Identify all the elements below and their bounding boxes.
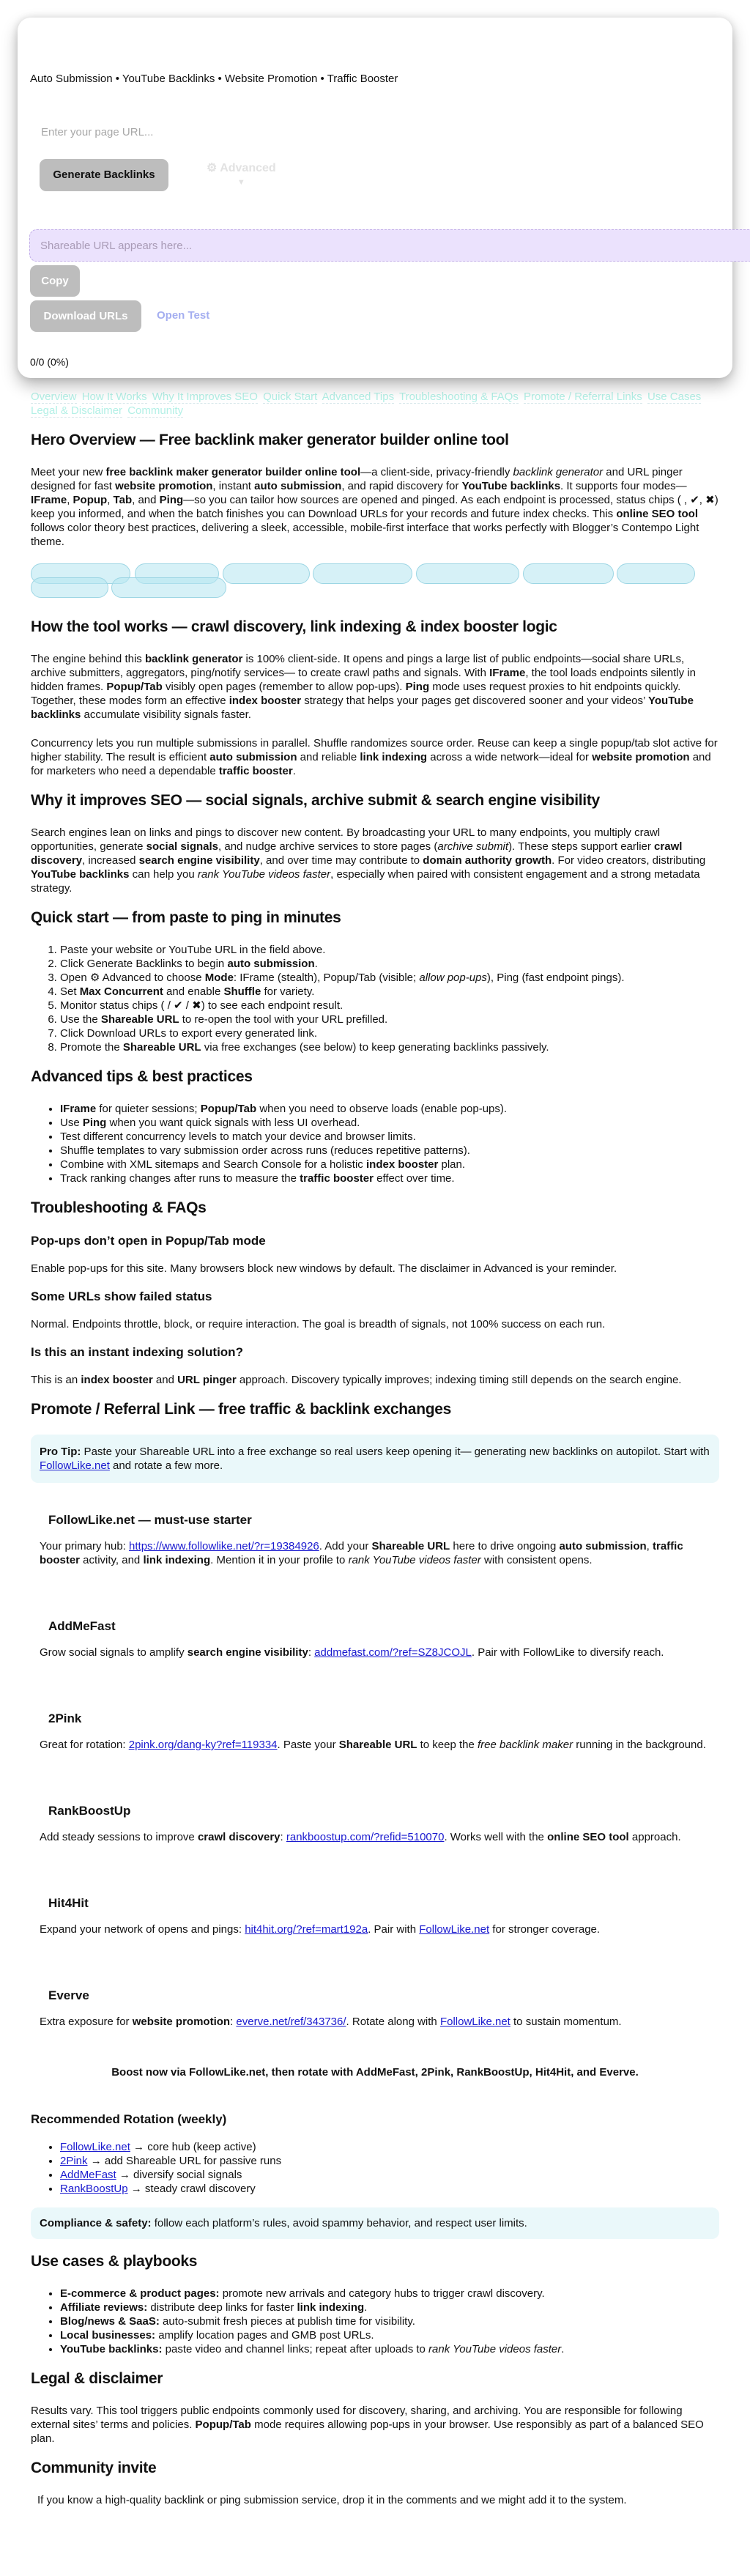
feature-pill <box>111 577 226 598</box>
tips-list <box>31 1102 719 1185</box>
backlink-tool-card <box>18 18 732 378</box>
step-item: 4. Set Max Concurrent and enable Shuffle for variety. <box>60 985 719 999</box>
advanced-toggle[interactable]: ⚙ Advanced <box>207 162 276 174</box>
tool-tagline: Auto Submission • YouTube Backlinks • Website Promotion • Traffic Booster <box>30 73 398 85</box>
legal-paragraph: Results vary. This tool triggers public endpoints commonly used for discovery, sharing, and archiving. You are responsible for following external sites’ terms and policies. Popup/Tab mode requires allowing pop-ups in your browser. Use responsibly as part of a balanced SEO plan. <box>31 2405 704 2445</box>
faq-question: Is this an instant indexing solution? <box>31 1345 243 1359</box>
why-title: Why it improves SEO — social signals, archive submit & search engine visibility <box>31 792 600 809</box>
tip-item: • Shuffle templates to vary submission order across runs (reduces repetitive patterns). <box>60 1144 719 1158</box>
shareable-url-field[interactable] <box>29 229 750 262</box>
exchange-title: 2Pink <box>48 1711 82 1725</box>
chevron-down-icon[interactable]: ▼ <box>237 178 245 187</box>
article-content <box>0 390 750 2576</box>
exchange-title: RankBoostUp <box>48 1804 131 1818</box>
feature-pill <box>31 577 108 598</box>
exchange-title: Everve <box>48 1988 89 2002</box>
referral-link[interactable]: hit4hit.org/?ref=mart192a <box>245 1923 368 1936</box>
rotation-item: • FollowLike.net → core hub (keep active) <box>60 2140 719 2154</box>
exchange-description: Add steady sessions to improve crawl discovery: rankboostup.com/?refid=510070. Works well with the online SEO tool approach. <box>40 1831 681 1843</box>
exchange-description: Your primary hub: https://www.followlike.net/?r=19384926. Add your Shareable URL here to drive ongoing auto submission, traffic booster activity, and link indexing. Mention it in your profile to rank YouTube videos faster with consistent opens. <box>40 1540 683 1566</box>
followlike-link[interactable]: FollowLike.net <box>439 2016 510 2028</box>
step-item: 3. Open ⚙ Advanced to choose Mode: IFrame (stealth), Popup/Tab (visible; allow pop-ups), Ping (fast endpoint pings). <box>60 971 719 985</box>
community-title: Community invite <box>31 2460 157 2476</box>
feature-pills <box>31 563 719 604</box>
step-item: 5. Monitor status chips ( / ✔ / ✖) to see each endpoint result. <box>60 999 719 1013</box>
use-cases-list <box>31 2287 719 2356</box>
how-title: How the tool works — crawl discovery, link indexing & index booster logic <box>31 618 557 635</box>
how-paragraph-1: The engine behind this backlink generator is 100% client-side. It opens and pings a large list of public endpoints—social share URLs, archive submitters, aggregators, ping/notify services— to create crawl paths and signals. With IFrame, the tool loads endpoints silently in hidden frames. Popup/Tab visibly open pages (remember to allow pop-ups). Ping mode uses request proxies to hit endpoints quickly. Together, these modes form an effective index booster strategy that helps your pages get discovered sooner and your videos’ YouTube backlinks accumulate visibility signals faster. <box>31 653 696 721</box>
feature-pill <box>617 563 695 584</box>
nav-promote[interactable]: Promote / Referral Links <box>524 391 642 403</box>
exchange-title: Hit4Hit <box>48 1896 89 1910</box>
faq-answer: Normal. Endpoints throttle, block, or require interaction. The goal is breadth of signals, not 100% success on each run. <box>31 1318 606 1330</box>
why-paragraph: Search engines lean on links and pings to discover new content. By broadcasting your URL to many endpoints, you multiply crawl opportunities, generate social signals, and nudge archive services to store pages (archive submit). These steps support earlier crawl discovery, increased search engine visibility, and over time may contribute to domain authority growth. For video creators, distributing YouTube backlinks can help you rank YouTube videos faster, especially when paired with consistent engagement and a strong metadata strategy. <box>31 826 706 895</box>
quick-start-steps <box>31 943 719 1054</box>
rotation-list <box>31 2140 719 2196</box>
feature-pill <box>523 563 614 584</box>
referral-link[interactable]: 2pink.org/dang-ky?ref=119334 <box>128 1739 278 1751</box>
exchange-card-everve <box>31 1988 719 2029</box>
followlike-link[interactable]: FollowLike.net <box>40 1459 110 1472</box>
faq-answer: This is an index booster and URL pinger approach. Discovery typically improves; indexing timing still depends on the search engine. <box>31 1374 682 1386</box>
nav-quick-start[interactable]: Quick Start <box>263 391 318 403</box>
rotation-link[interactable]: FollowLike.net <box>60 2141 130 2153</box>
use-case-item: • YouTube backlinks: paste video and channel links; repeat after uploads to rank YouTube videos faster. <box>60 2342 719 2356</box>
generate-backlinks-button[interactable]: Generate Backlinks <box>40 159 168 191</box>
section-nav <box>31 390 719 418</box>
nav-community[interactable]: Community <box>127 404 184 417</box>
step-item: 7. Click Download URLs to export every generated link. <box>60 1026 719 1040</box>
followlike-link[interactable]: FollowLike.net <box>419 1923 490 1936</box>
exchange-description: Expand your network of opens and pings: hit4hit.org/?ref=mart192a. Pair with FollowLike.net for stronger coverage. <box>40 1923 601 1936</box>
nav-why-seo[interactable]: Why It Improves SEO <box>152 391 258 403</box>
rotation-item: • AddMeFast → diversify social signals <box>60 2168 719 2182</box>
feature-pill <box>313 563 412 584</box>
rotation-item: • 2Pink → add Shareable URL for passive runs <box>60 2154 719 2168</box>
exchange-card-rankboostup <box>31 1803 719 1844</box>
quick-start-title: Quick start — from paste to ping in minutes <box>31 909 341 926</box>
compliance-box: Compliance & safety: follow each platform’s rules, avoid spammy behavior, and respect user limits. <box>31 2207 719 2239</box>
page-url-input[interactable] <box>40 119 406 145</box>
referral-link[interactable]: everve.net/ref/343736/ <box>236 2016 346 2028</box>
community-text: If you know a high-quality backlink or ping submission service, drop it in the comments and we might add it to the system. <box>37 2494 627 2506</box>
tip-item: • IFrame for quieter sessions; Popup/Tab when you need to observe loads (enable pop-ups). <box>60 1102 719 1116</box>
step-item: 8. Promote the Shareable URL via free exchanges (see below) to keep generating backlinks passively. <box>60 1040 719 1054</box>
faq-answer: Enable pop-ups for this site. Many browsers block new windows by default. The disclaimer in Advanced is your reminder. <box>31 1262 617 1275</box>
use-case-item: • Affiliate reviews: distribute deep links for faster link indexing. <box>60 2301 719 2314</box>
feature-pill <box>223 563 310 584</box>
pro-tip-box: Pro Tip: Paste your Shareable URL into a free exchange so real users keep opening it— generating new backlinks on autopilot. Start with FollowLike.net and rotate a few more. <box>31 1435 719 1483</box>
exchange-title: AddMeFast <box>48 1619 116 1633</box>
use-cases-title: Use cases & playbooks <box>31 2253 198 2270</box>
referral-link[interactable]: rankboostup.com/?refid=510070 <box>286 1831 445 1843</box>
tip-item: • Test different concurrency levels to match your device and browser limits. <box>60 1130 719 1144</box>
rotation-link[interactable]: 2Pink <box>60 2155 88 2167</box>
nav-advanced-tips[interactable]: Advanced Tips <box>322 391 395 403</box>
open-test-link[interactable]: Open Test <box>157 309 210 322</box>
nav-overview[interactable]: Overview <box>31 391 77 403</box>
hero-title: Hero Overview — Free backlink maker generator builder online tool <box>31 432 509 448</box>
progress-counter: 0/0 (0%) <box>30 356 69 368</box>
how-paragraph-2: Concurrency lets you run multiple submissions in parallel. Shuffle randomizes source order. Reuse can keep a single popup/tab slot active for higher stability. The result is efficient auto submission and reliable link indexing across a wide network—ideal for website promotion and for marketers who need a dependable traffic booster. <box>31 737 718 777</box>
step-item: 2. Click Generate Backlinks to begin auto submission. <box>60 957 719 971</box>
copy-button[interactable]: Copy <box>30 265 80 297</box>
faq-question: Pop-ups don’t open in Popup/Tab mode <box>31 1234 266 1248</box>
advanced-toggle-group[interactable] <box>207 161 276 187</box>
exchange-card-addmefast <box>31 1618 719 1659</box>
boost-callout: Boost now via FollowLike.net, then rotate with AddMeFast, 2Pink, RankBoostUp, Hit4Hit, and Everve. <box>111 2066 639 2079</box>
nav-how-it-works[interactable]: How It Works <box>81 391 147 403</box>
tips-title: Advanced tips & best practices <box>31 1068 253 1085</box>
tip-item: • Track ranking changes after runs to measure the traffic booster effect over time. <box>60 1172 719 1185</box>
exchange-card-2pink <box>31 1711 719 1752</box>
step-item: 6. Use the Shareable URL to re-open the tool with your URL prefilled. <box>60 1013 719 1026</box>
nav-troubleshooting[interactable]: Troubleshooting & FAQs <box>398 391 519 403</box>
rotation-title: Recommended Rotation (weekly) <box>31 2112 227 2126</box>
exchange-description: Grow social signals to amplify search engine visibility: addmefast.com/?ref=SZ8JCOJL. Pair with FollowLike to diversify reach. <box>40 1646 664 1659</box>
faq-question: Some URLs show failed status <box>31 1289 212 1303</box>
feature-pill <box>416 563 519 584</box>
nav-use-cases[interactable]: Use Cases <box>647 391 702 403</box>
rotation-link[interactable]: RankBoostUp <box>60 2183 128 2195</box>
exchange-card-hit4hit <box>31 1895 719 1936</box>
exchange-description: Great for rotation: 2pink.org/dang-ky?ref=119334. Paste your Shareable URL to keep the free backlink maker running in the background. <box>40 1739 706 1751</box>
exchange-title: FollowLike.net — must-use starter <box>48 1513 252 1527</box>
rotation-item: • RankBoostUp → steady crawl discovery <box>60 2182 719 2196</box>
nav-legal[interactable]: Legal & Disclaimer <box>31 404 123 417</box>
download-urls-button[interactable]: Download URLs <box>30 300 141 332</box>
tip-item: • Combine with XML sitemaps and Search Console for a holistic index booster plan. <box>60 1158 719 1172</box>
exchange-description: Extra exposure for website promotion: everve.net/ref/343736/. Rotate along with FollowLike.net to sustain momentum. <box>40 2016 622 2028</box>
step-item: 1. Paste your website or YouTube URL in the field above. <box>60 943 719 957</box>
tip-item: • Use Ping when you want quick signals with less UI overhead. <box>60 1116 719 1130</box>
legal-title: Legal & disclaimer <box>31 2370 163 2387</box>
referral-link[interactable]: addmefast.com/?ref=SZ8JCOJL <box>314 1646 472 1659</box>
use-case-item: • Local businesses: amplify location pages and GMB post URLs. <box>60 2328 719 2342</box>
referral-link[interactable]: https://www.followlike.net/?r=19384926 <box>129 1540 319 1552</box>
promote-title: Promote / Referral Link — free traffic & backlink exchanges <box>31 1401 452 1418</box>
hero-paragraph: Meet your new free backlink maker generator builder online tool—a client-side, privacy-friendly backlink generator and URL pinger designed for fast website promotion, instant auto submission, and rapid discovery for YouTube backlinks. It supports four modes—IFrame, Popup, Tab, and Ping—so you can tailor how sources are opened and pinged. As each endpoint is processed, status chips ( , ✔, ✖) keep you informed, and when the batch finishes you can Download URLs for your records and future index checks. This online SEO tool follows color theory best practices, delivering a sleek, accessible, mobile-first interface that works perfectly with Blogger’s Contempo Light theme. <box>31 466 719 548</box>
exchange-card-followlike <box>31 1512 719 1567</box>
faq-title: Troubleshooting & FAQs <box>31 1199 207 1216</box>
use-case-item: • Blog/news & SaaS: auto-submit fresh pieces at publish time for visibility. <box>60 2314 719 2328</box>
use-case-item: • E-commerce & product pages: promote new arrivals and category hubs to trigger crawl discovery. <box>60 2287 719 2301</box>
rotation-link[interactable]: AddMeFast <box>60 2169 116 2181</box>
